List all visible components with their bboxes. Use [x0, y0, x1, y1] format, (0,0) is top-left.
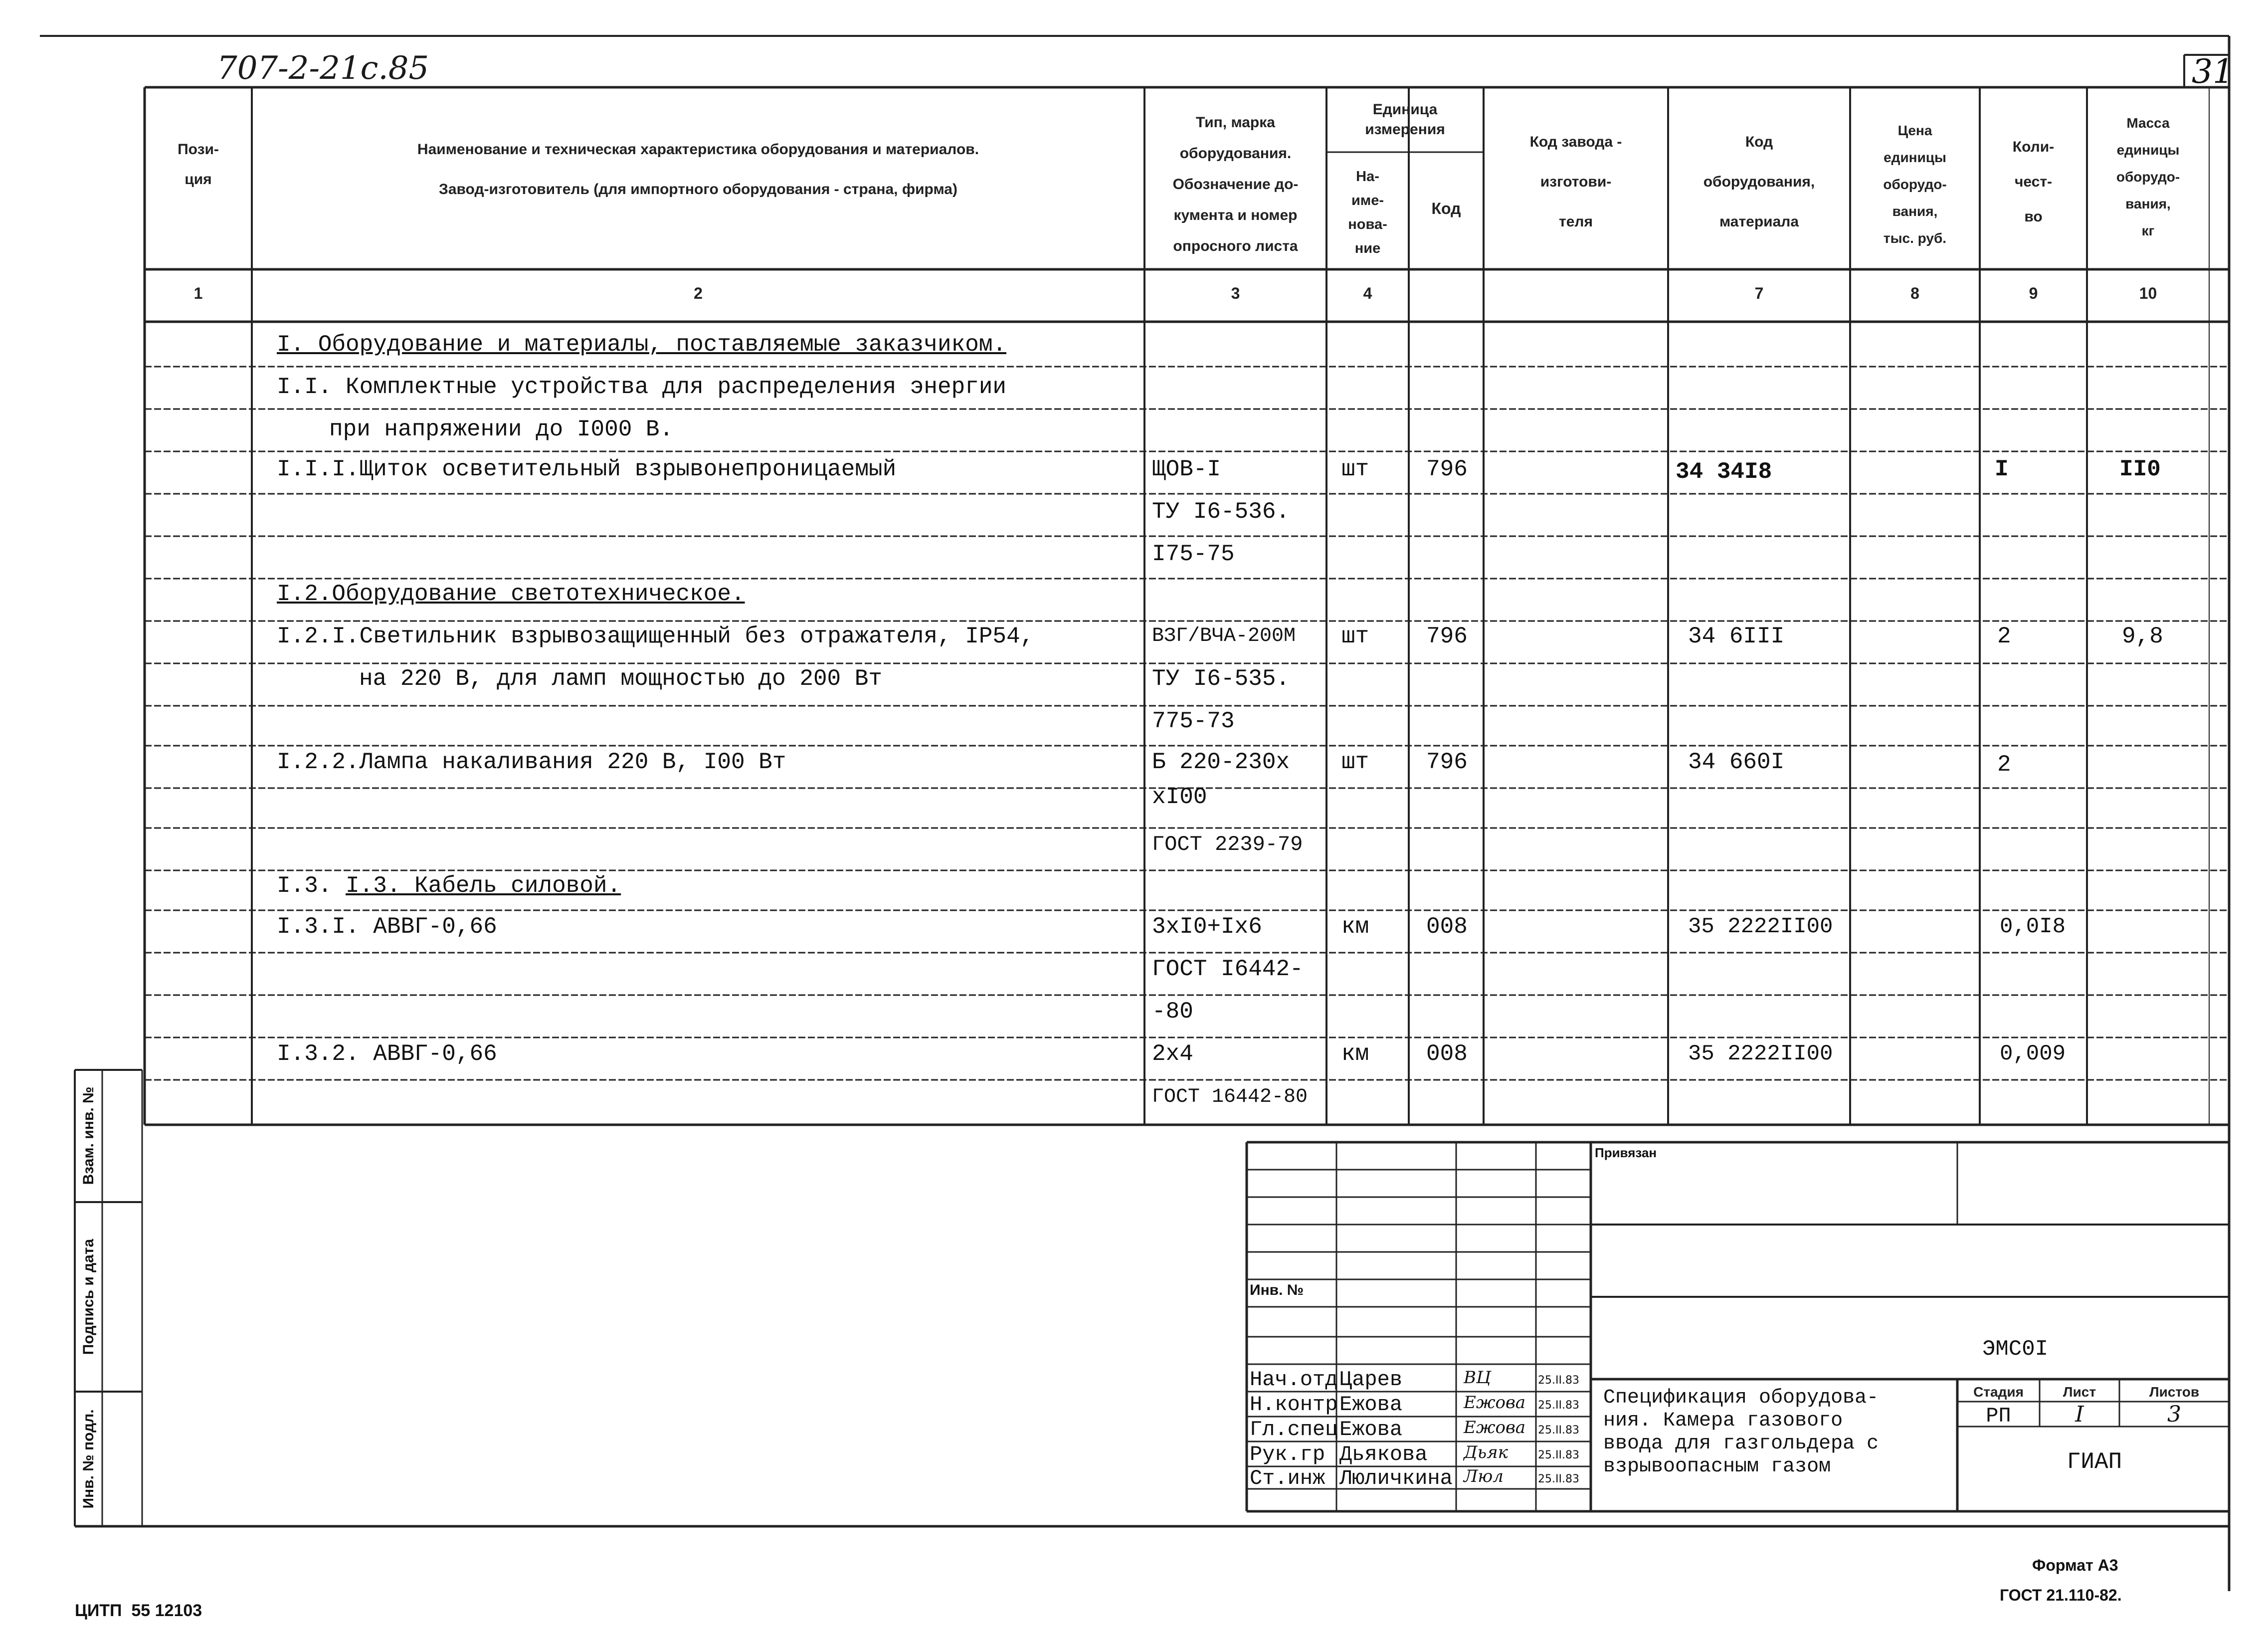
table-row-8-type: ТУ I6-535. [1152, 666, 1290, 692]
header-unit-group: Единица измерения [1365, 101, 1445, 138]
table-row-17-code: 008 [1426, 1041, 1468, 1067]
header-mass: Масса единицы оборудо- вания, кг [2116, 115, 2180, 238]
table-row-17-equip: 35 2222II00 [1688, 1041, 1833, 1066]
format-label: Формат А3 [2032, 1556, 2118, 1574]
staff-role-0: Нач.отд [1250, 1368, 1338, 1392]
staff-date-4: 25.II.83 [1538, 1473, 1579, 1485]
listov-label: Листов [2149, 1384, 2200, 1400]
header-unit-name: На- име- нова- ние [1348, 169, 1387, 256]
table-row-13-name: I.3. Кабель силовой. [346, 873, 621, 899]
stadia-label: Стадия [1973, 1384, 2024, 1400]
table-row-3-qty: I [1995, 456, 2009, 482]
table-row-7-name: I.2.I.Светильник взрывозащищенный без отражателя, IP54, [277, 623, 1034, 649]
staff-date-1: 25.II.83 [1538, 1399, 1579, 1412]
stamp-inv-podl: Инв. № подл. [80, 1409, 97, 1509]
table-row-10-name: I.2.2.Лампа накаливания 220 В, I00 Вт [277, 749, 786, 775]
table-row-3-code: 796 [1426, 456, 1468, 482]
table-row-8-name: на 220 В, для ламп мощностью до 200 Вт [359, 666, 882, 692]
staff-name-3: Дьякова [1339, 1442, 1428, 1466]
table-row-10-type: Б 220-230х [1152, 749, 1290, 775]
header-name: Наименование и техническая характеристика оборудования и материалов. Завод-изготовитель (для импортного оборудования - страна, фирма) [417, 141, 979, 198]
table-row-15-type: ГОСТ I6442- [1152, 956, 1304, 982]
col-number-8: 8 [1910, 284, 1919, 302]
table-row-6-name: I.2.Оборудование светотехническое. [277, 581, 745, 607]
staff-role-3: Рук.гр [1250, 1442, 1325, 1466]
table-row-3-equip: 34 34I8 [1676, 459, 1772, 485]
staff-sign-2: Ежова [1464, 1418, 1525, 1438]
table-row-3-name: I.I.I.Щиток осветительный взрывонепроницаемый [277, 456, 897, 482]
gost-label: ГОСТ 21.110-82. [2000, 1586, 2122, 1604]
table-row-7-type: ВЗГ/ВЧА-200М [1152, 625, 1296, 647]
inv-no-label: Инв. № [1250, 1282, 1304, 1298]
staff-role-1: Н.контр [1250, 1393, 1338, 1417]
table-row-1-name: I.I. Комплектные устройства для распределения энергии [277, 374, 1007, 400]
header-maker-code: Код завода - изготови- теля [1529, 134, 1622, 230]
header-qty: Коли- чест- во [2012, 139, 2055, 225]
header-position: Пози- ция [178, 141, 219, 188]
document-id: 707-2-21с.85 [217, 50, 429, 88]
header-unit-code: Код [1431, 200, 1461, 217]
staff-date-3: 25.II.83 [1538, 1449, 1579, 1461]
stamp-vzam-inv: Взам. инв. № [80, 1086, 97, 1185]
table-row-18-type: ГОСТ 16442-80 [1152, 1086, 1308, 1108]
organization: ГИАП [2067, 1449, 2122, 1475]
col-number-4: 4 [1363, 284, 1372, 302]
page-number: 31 [2192, 52, 2234, 91]
document-title: Спецификация оборудова- ния. Камера газового ввода для газгольдера с взрывоопасным газом [1603, 1387, 1879, 1478]
staff-sign-3: Дьяк [1464, 1442, 1508, 1462]
table-row-17-type: 2х4 [1152, 1041, 1193, 1067]
table-row-10-qty: 2 [1997, 752, 2011, 778]
table-row-10-equip: 34 660I [1688, 749, 1785, 775]
col-number-9: 9 [2029, 284, 2038, 302]
table-row-0-name: I. Оборудование и материалы, поставляемые заказчиком. [277, 332, 1007, 358]
table-row-10-unit: шт [1341, 749, 1369, 775]
staff-sign-1: Ежова [1464, 1393, 1525, 1413]
table-row-17-unit: км [1341, 1041, 1369, 1067]
list-label: Лист [2063, 1384, 2096, 1400]
staff-name-0: Царев [1339, 1368, 1403, 1392]
table-row-16-type: -80 [1152, 999, 1193, 1025]
table-row-14-name: I.3.I. АВВГ-0,66 [277, 914, 497, 940]
staff-role-4: Ст.инж [1250, 1466, 1325, 1490]
table-row-3-type: ЩОВ-I [1152, 456, 1221, 482]
table-row-14-type: 3хI0+Iх6 [1152, 914, 1262, 940]
table-row-14-code: 008 [1426, 914, 1468, 940]
citp-label: ЦИТП 55 12103 [75, 1601, 202, 1620]
col-number-10: 10 [2139, 284, 2157, 302]
staff-sign-4: Люл [1464, 1466, 1504, 1486]
header-equip-code: Код оборудования, материала [1703, 134, 1815, 230]
table-row-11-type: хI00 [1152, 784, 1207, 810]
table-row-7-equip: 34 6III [1688, 623, 1785, 649]
staff-date-0: 25.II.83 [1538, 1374, 1579, 1387]
table-row-2-name: при напряжении до I000 В. [329, 416, 674, 442]
table-row-14-qty: 0,0I8 [2000, 914, 2066, 939]
list-value: I [2075, 1402, 2084, 1427]
table-row-14-unit: км [1341, 914, 1369, 940]
header-price: Цена единицы оборудо- вания, тыс. руб. [1883, 123, 1947, 246]
table-row-3-mass: II0 [2119, 456, 2161, 482]
table-row-17-name: I.3.2. АВВГ-0,66 [277, 1041, 497, 1067]
col-number-3: 3 [1231, 284, 1240, 302]
table-row-14-equip: 35 2222II00 [1688, 914, 1833, 939]
staff-name-4: Люличкина [1339, 1466, 1453, 1490]
listov-value: 3 [2167, 1402, 2181, 1427]
privyazan-label: Привязан [1595, 1145, 1657, 1160]
header-type: Тип, марка оборудования. Обозначение до- кумента и номер опросного листа [1172, 114, 1299, 254]
table-row-13-name-prefix: I.3. I.3. Кабель силовой. [277, 873, 621, 899]
staff-name-2: Ежова [1339, 1418, 1403, 1441]
table-row-12-type: ГОСТ 2239-79 [1152, 832, 1303, 856]
staff-role-2: Гл.спец [1250, 1418, 1338, 1441]
staff-sign-0: ВЦ [1464, 1368, 1491, 1388]
table-row-10-code: 796 [1426, 749, 1468, 775]
table-row-7-code: 796 [1426, 623, 1468, 649]
col-number-2: 2 [694, 284, 703, 302]
table-row-9-type: 775-73 [1152, 708, 1235, 734]
stadia-value: РП [1986, 1404, 2011, 1428]
table-row-7-mass: 9,8 [2122, 623, 2163, 649]
table-row-5-type: I75-75 [1152, 541, 1235, 567]
col-number-1: 1 [193, 284, 203, 302]
stamp-podpis-data: Подпись и дата [80, 1238, 97, 1355]
staff-name-1: Ежова [1339, 1393, 1403, 1417]
staff-date-2: 25.II.83 [1538, 1424, 1579, 1437]
doc-code: ЭМС0I [1982, 1337, 2049, 1362]
col-number-7: 7 [1754, 284, 1764, 302]
table-row-3-unit: шт [1341, 456, 1369, 482]
table-row-7-unit: шт [1341, 623, 1369, 649]
table-row-7-qty: 2 [1997, 623, 2011, 649]
table-row-17-qty: 0,009 [2000, 1041, 2066, 1066]
table-row-4-type: ТУ I6-536. [1152, 499, 1290, 525]
